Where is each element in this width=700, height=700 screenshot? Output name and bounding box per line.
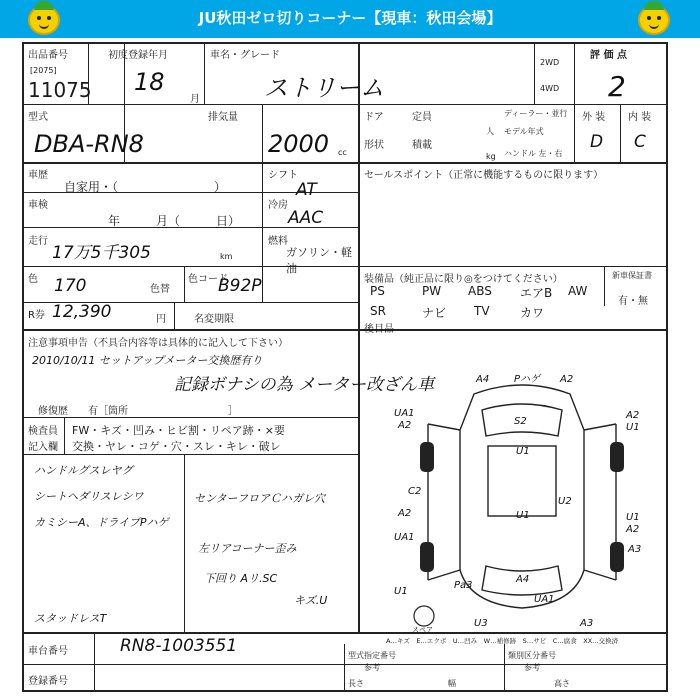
damage-legend: A…キズ E…エクボ U…凹み W…補修跡 S…サビ C…腐食 XX…交換済 (386, 637, 619, 645)
bottom-field-4: 参考 (524, 663, 540, 672)
first-reg-month-unit: 月 (190, 94, 200, 105)
bottom-field-1: 型式指定番号 (348, 651, 396, 660)
equip-aw: AW (568, 284, 588, 298)
score-value: 2 (608, 70, 626, 103)
bottom-field-5: 長さ (348, 679, 364, 688)
color-code-value: B92P (218, 276, 262, 296)
shape-label: 形状 (364, 140, 384, 151)
int-score: C (634, 132, 646, 152)
load-unit: kg (486, 152, 496, 161)
wheel-front-left (420, 442, 434, 472)
ext-label: 外 装 (582, 112, 606, 123)
handle-label: ハンドル 左・右 (504, 149, 563, 158)
wheel-rear-left (420, 542, 434, 572)
wheels (420, 442, 624, 572)
equip-pw: PW (422, 284, 442, 298)
inspection-label: 車検 (28, 200, 48, 211)
lot-label: 出品番号 (28, 50, 68, 61)
registration-label: 登録番号 (28, 676, 68, 687)
inspector-note-8: スタッドレスT (34, 612, 107, 625)
mark-1: A4 (476, 374, 490, 385)
spare-tire-icon (414, 606, 434, 626)
check-row1: FW・キズ・凹み・ヒビ割・リペア跡・×要 (72, 424, 285, 437)
inspector-note-3: カミシーA、ドライブPハゲ (34, 516, 169, 529)
mark-5: A2 (398, 420, 412, 431)
recycle-label: R券 (28, 310, 45, 321)
color-tone-label: 色替 (150, 284, 170, 295)
mark-10: C2 (408, 486, 422, 497)
name-change-label: 名変期限 (194, 314, 234, 325)
equip-airbag: エアB (520, 286, 553, 300)
bottom-field-6: 幅 (448, 679, 456, 688)
inspector-note-5: 左リアコーナー歪み (198, 542, 297, 555)
score-label: 評 価 点 (590, 50, 627, 61)
check-label: 検査員 (28, 426, 58, 437)
chassis-value: RN8-1003551 (120, 636, 238, 656)
chassis-label: 車台番号 (28, 646, 68, 657)
recycle-value: 12,390 (52, 302, 112, 322)
name-label: 車名・グレード (210, 50, 280, 61)
mark-23: A3 (580, 618, 594, 629)
mileage-label: 走行 (28, 236, 48, 247)
fuel-label: 燃料 (268, 236, 288, 247)
shift-label: シフト (268, 170, 298, 181)
inspector-note-2: シートヘダリスレシワ (34, 490, 144, 503)
mark-20: A4 (516, 574, 530, 585)
mileage-unit: km (220, 252, 233, 261)
mark-7: U1 (516, 446, 530, 457)
displacement-value: 2000 (268, 130, 330, 158)
ac-value: AAC (288, 208, 324, 228)
equipment-grid (364, 282, 600, 326)
equip-leather: カワ (520, 306, 545, 320)
notes-line1: 2010/10/11 セットアップメーター交換歴有り (32, 354, 263, 367)
first-reg-year: 18 (134, 68, 165, 96)
car-damage-diagram (384, 370, 660, 634)
mark-16: UA1 (394, 532, 415, 543)
mark-14: A2 (626, 524, 640, 535)
history-label: 車歴 (28, 170, 48, 181)
load-label: 積載 (412, 140, 432, 151)
wheel-front-right (610, 442, 624, 472)
inspector-note-4: センターフロアＣハガレ穴 (194, 492, 326, 505)
check-label-2: 記入欄 (28, 442, 58, 453)
drive-4wd: 4WD (540, 84, 560, 93)
inspector-note-1: ハンドルグスレヤグ (34, 464, 133, 477)
color-code-label: 色コード (188, 274, 228, 285)
int-label: 内 装 (628, 112, 652, 123)
equip-tv: TV (474, 304, 490, 318)
history-value: 自家用・（ ） (64, 180, 227, 194)
mark-17: A3 (628, 544, 642, 555)
shift-value: AT (296, 180, 317, 200)
inspector-note-6: 下回り Aリ.SC (204, 572, 278, 585)
equip-abs: ABS (468, 284, 492, 298)
doors-label: ドア (364, 112, 384, 123)
equip-sr: SR (370, 304, 386, 318)
mark-18: U1 (394, 586, 408, 597)
mark-11: U2 (558, 496, 572, 507)
wheel-rear-right (610, 542, 624, 572)
bottom-field-7: 高さ (554, 679, 570, 688)
model-year-label: モデル年式 (504, 127, 544, 136)
mark-6: S2 (514, 416, 527, 427)
new-cert-label: 新車保証書 (612, 271, 652, 280)
mark-19: Pa3 (454, 580, 473, 591)
notes-line2: 記録ボナシの為 メーター改ざん車 (174, 375, 435, 395)
mileage-value: 17万5千305 (52, 243, 151, 263)
mark-13: U1 (626, 512, 640, 523)
sales-point-label: セールスポイント（正常に機能するものに限ります） (364, 170, 604, 181)
color-label: 色 (28, 274, 38, 285)
drive-2wd: 2WD (540, 58, 560, 67)
repair-history: 修復歴 有［箇所 ］ (38, 406, 238, 417)
mark-9: U1 (626, 422, 640, 433)
bottom-field-2: 参考 (364, 663, 380, 672)
rear-seat-label: 後目品 (364, 324, 394, 335)
dealer-label: ディーラー・並行 (504, 109, 568, 118)
check-row2: 交換・ヤレ・コゲ・穴・スレ・キレ・破レ (72, 440, 281, 453)
fuel-value: ガソリン・軽油 (286, 246, 352, 275)
mark-22: U3 (474, 618, 488, 629)
ac-label: 冷房 (268, 200, 288, 211)
auction-sheet (22, 42, 668, 692)
name-value: ストリーム (264, 74, 384, 102)
mark-8: A2 (626, 410, 640, 421)
notes-label: 注意事項申告（不具合内容等は具体的に記入して下さい） (28, 338, 288, 349)
mark-21: UA1 (534, 594, 555, 605)
color-value: 170 (54, 276, 87, 296)
bottom-field-3: 類別区分番号 (508, 651, 556, 660)
recycle-unit: 円 (156, 314, 166, 325)
displacement-label: 排気量 (208, 112, 238, 123)
mark-4: UA1 (394, 408, 415, 419)
capacity-label: 定員 (412, 112, 432, 123)
capacity-unit: 人 (486, 127, 494, 136)
lot-number: 11075 (28, 78, 92, 102)
mark-15: A2 (398, 508, 412, 519)
header-title: JU秋田ゼロ切りコーナー【現車：秋田会場】 (198, 9, 502, 27)
mark-spare: スペア (412, 626, 433, 634)
mark-12: U1 (516, 510, 530, 521)
equipment-label: 装備品（純正品に限り◎をつけてください） (364, 274, 563, 285)
mark-2: Pハゲ (514, 374, 541, 385)
ext-score: D (590, 132, 604, 152)
displacement-unit: cc (338, 148, 347, 157)
mark-3: A2 (560, 374, 574, 385)
inspection-date: 年 月（ 日） (108, 214, 241, 228)
model-label: 型式 (28, 112, 48, 123)
lot-code: [2075] (30, 66, 57, 75)
new-cert-value: 有・無 (618, 296, 648, 307)
inspector-note-7: キズ.U (294, 594, 328, 607)
model-value: DBA-RN8 (34, 130, 144, 158)
equip-navi: ナビ (422, 306, 447, 320)
first-reg-label: 初度登録年月 (108, 50, 168, 61)
equip-ps: PS (370, 284, 385, 298)
